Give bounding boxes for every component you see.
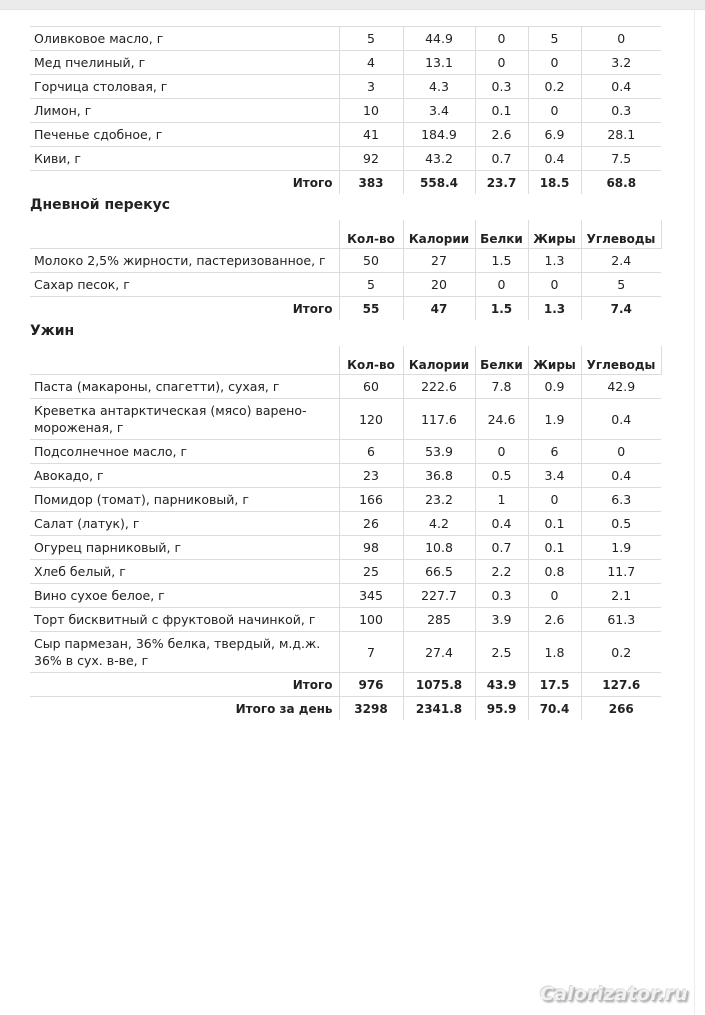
total-cal: 47: [403, 297, 475, 321]
value-prot: 1.5: [475, 249, 528, 273]
value-carb: 2.4: [581, 249, 661, 273]
food-row: [30, 488, 661, 512]
total-prot: 1.5: [475, 297, 528, 321]
value-qty: 41: [339, 123, 403, 147]
section-total-row: [30, 171, 661, 195]
section-title: Дневной перекус: [30, 197, 171, 213]
column-header: Жиры: [528, 346, 581, 375]
value-cal: 27: [403, 249, 475, 273]
section-total-row: [30, 673, 661, 697]
value-prot: 7.8: [475, 375, 528, 399]
value-fat: 1.9: [528, 399, 581, 440]
table-header-row: [30, 220, 661, 249]
total-label: Итого: [30, 297, 339, 321]
food-name: Мед пчелиный, г: [30, 51, 339, 75]
food-row: [30, 27, 661, 51]
value-carb: 42.9: [581, 375, 661, 399]
value-cal: 3.4: [403, 99, 475, 123]
total-qty: 3298: [339, 697, 403, 721]
diary-content: [30, 26, 661, 720]
value-carb: 61.3: [581, 608, 661, 632]
value-cal: 23.2: [403, 488, 475, 512]
value-fat: 0: [528, 273, 581, 297]
value-qty: 3: [339, 75, 403, 99]
total-label: Итого за день: [30, 697, 339, 721]
value-cal: 285: [403, 608, 475, 632]
header-blank-cell: [30, 220, 339, 249]
value-cal: 227.7: [403, 584, 475, 608]
value-qty: 5: [339, 273, 403, 297]
value-prot: 0.3: [475, 584, 528, 608]
value-fat: 0.8: [528, 560, 581, 584]
food-row: [30, 99, 661, 123]
value-cal: 4.3: [403, 75, 475, 99]
food-name: Молоко 2,5% жирности, пастеризованное, г: [30, 249, 339, 273]
value-prot: 2.5: [475, 632, 528, 673]
food-name: Сахар песок, г: [30, 273, 339, 297]
food-name: Оливковое масло, г: [30, 27, 339, 51]
value-fat: 0.1: [528, 512, 581, 536]
value-prot: 0.5: [475, 464, 528, 488]
food-name: Хлеб белый, г: [30, 560, 339, 584]
value-prot: 0.1: [475, 99, 528, 123]
food-name: Горчица столовая, г: [30, 75, 339, 99]
value-cal: 117.6: [403, 399, 475, 440]
food-row: [30, 536, 661, 560]
column-header: Белки: [475, 220, 528, 249]
value-prot: 0.7: [475, 536, 528, 560]
value-fat: 0: [528, 99, 581, 123]
value-cal: 222.6: [403, 375, 475, 399]
value-qty: 100: [339, 608, 403, 632]
total-fat: 18.5: [528, 171, 581, 195]
value-cal: 10.8: [403, 536, 475, 560]
total-cal: 558.4: [403, 171, 475, 195]
value-fat: 6.9: [528, 123, 581, 147]
value-qty: 60: [339, 375, 403, 399]
food-row: [30, 464, 661, 488]
food-name: Паста (макароны, спагетти), сухая, г: [30, 375, 339, 399]
value-prot: 0: [475, 273, 528, 297]
total-carb: 266: [581, 697, 661, 721]
value-prot: 0.7: [475, 147, 528, 171]
total-fat: 70.4: [528, 697, 581, 721]
value-qty: 7: [339, 632, 403, 673]
total-qty: 383: [339, 171, 403, 195]
food-row: [30, 440, 661, 464]
value-prot: 1: [475, 488, 528, 512]
value-carb: 28.1: [581, 123, 661, 147]
value-fat: 0.2: [528, 75, 581, 99]
value-cal: 44.9: [403, 27, 475, 51]
food-row: [30, 249, 661, 273]
value-qty: 4: [339, 51, 403, 75]
value-prot: 0: [475, 440, 528, 464]
column-header: Белки: [475, 346, 528, 375]
value-qty: 120: [339, 399, 403, 440]
nutrition-table: [30, 220, 662, 320]
value-cal: 36.8: [403, 464, 475, 488]
value-qty: 166: [339, 488, 403, 512]
value-carb: 6.3: [581, 488, 661, 512]
value-fat: 5: [528, 27, 581, 51]
value-qty: 25: [339, 560, 403, 584]
value-carb: 0: [581, 440, 661, 464]
value-carb: 5: [581, 273, 661, 297]
total-prot: 43.9: [475, 673, 528, 697]
total-label: Итого: [30, 171, 339, 195]
value-qty: 5: [339, 27, 403, 51]
food-row: [30, 512, 661, 536]
top-bar: [0, 0, 705, 10]
value-cal: 184.9: [403, 123, 475, 147]
total-cal: 1075.8: [403, 673, 475, 697]
food-row: [30, 51, 661, 75]
total-prot: 23.7: [475, 171, 528, 195]
food-row: [30, 75, 661, 99]
food-name: Киви, г: [30, 147, 339, 171]
column-header: Углеводы: [581, 220, 661, 249]
total-fat: 17.5: [528, 673, 581, 697]
value-carb: 0.4: [581, 399, 661, 440]
food-row: [30, 560, 661, 584]
nutrition-table: [30, 346, 662, 720]
value-cal: 43.2: [403, 147, 475, 171]
table-header-row: [30, 346, 661, 375]
watermark-logo: Calorizator.ru: [540, 983, 688, 1005]
column-header: Калории: [403, 346, 475, 375]
column-header: Углеводы: [581, 346, 661, 375]
total-qty: 55: [339, 297, 403, 321]
food-name: Лимон, г: [30, 99, 339, 123]
food-row: [30, 608, 661, 632]
header-blank-cell: [30, 346, 339, 375]
total-cal: 2341.8: [403, 697, 475, 721]
value-carb: 0.4: [581, 464, 661, 488]
value-carb: 7.5: [581, 147, 661, 171]
food-name: Подсолнечное масло, г: [30, 440, 339, 464]
value-carb: 2.1: [581, 584, 661, 608]
value-cal: 66.5: [403, 560, 475, 584]
food-row: [30, 123, 661, 147]
value-carb: 0.4: [581, 75, 661, 99]
food-row: [30, 584, 661, 608]
value-fat: 0: [528, 488, 581, 512]
food-name: Торт бисквитный с фруктовой начинкой, г: [30, 608, 339, 632]
total-fat: 1.3: [528, 297, 581, 321]
value-fat: 1.8: [528, 632, 581, 673]
value-cal: 20: [403, 273, 475, 297]
section-title: Ужин: [30, 323, 75, 339]
value-prot: 0: [475, 27, 528, 51]
total-prot: 95.9: [475, 697, 528, 721]
food-name: Помидор (томат), парниковый, г: [30, 488, 339, 512]
value-carb: 3.2: [581, 51, 661, 75]
value-qty: 345: [339, 584, 403, 608]
value-fat: 3.4: [528, 464, 581, 488]
value-qty: 92: [339, 147, 403, 171]
column-header: Кол-во: [339, 220, 403, 249]
value-fat: 1.3: [528, 249, 581, 273]
food-row: [30, 399, 661, 440]
value-fat: 6: [528, 440, 581, 464]
value-qty: 10: [339, 99, 403, 123]
total-label: Итого: [30, 673, 339, 697]
value-carb: 1.9: [581, 536, 661, 560]
food-name: Огурец парниковый, г: [30, 536, 339, 560]
value-fat: 0.9: [528, 375, 581, 399]
food-row: [30, 632, 661, 673]
value-qty: 26: [339, 512, 403, 536]
value-prot: 3.9: [475, 608, 528, 632]
value-fat: 2.6: [528, 608, 581, 632]
value-carb: 0: [581, 27, 661, 51]
value-prot: 0.4: [475, 512, 528, 536]
value-cal: 53.9: [403, 440, 475, 464]
food-row: [30, 375, 661, 399]
page-edge-divider: [694, 9, 695, 1015]
value-carb: 0.3: [581, 99, 661, 123]
column-header: Калории: [403, 220, 475, 249]
section-total-row: [30, 297, 661, 321]
value-prot: 2.6: [475, 123, 528, 147]
total-qty: 976: [339, 673, 403, 697]
nutrition-table: [30, 26, 661, 194]
value-qty: 23: [339, 464, 403, 488]
value-carb: 11.7: [581, 560, 661, 584]
value-cal: 4.2: [403, 512, 475, 536]
total-carb: 68.8: [581, 171, 661, 195]
value-qty: 6: [339, 440, 403, 464]
food-row: [30, 147, 661, 171]
food-name: Сыр пармезан, 36% белка, твердый, м.д.ж. 36% в сух. в-ве, г: [30, 632, 339, 673]
value-carb: 0.5: [581, 512, 661, 536]
column-header: Кол-во: [339, 346, 403, 375]
value-cal: 13.1: [403, 51, 475, 75]
value-fat: 0.1: [528, 536, 581, 560]
value-prot: 2.2: [475, 560, 528, 584]
value-fat: 0: [528, 51, 581, 75]
value-qty: 50: [339, 249, 403, 273]
day-total-row: [30, 697, 661, 721]
food-name: Креветка антарктическая (мясо) варено-мороженая, г: [30, 399, 339, 440]
total-carb: 7.4: [581, 297, 661, 321]
value-prot: 24.6: [475, 399, 528, 440]
value-fat: 0: [528, 584, 581, 608]
food-name: Салат (латук), г: [30, 512, 339, 536]
value-cal: 27.4: [403, 632, 475, 673]
total-carb: 127.6: [581, 673, 661, 697]
food-name: Вино сухое белое, г: [30, 584, 339, 608]
value-carb: 0.2: [581, 632, 661, 673]
column-header: Жиры: [528, 220, 581, 249]
food-name: Авокадо, г: [30, 464, 339, 488]
value-fat: 0.4: [528, 147, 581, 171]
value-prot: 0.3: [475, 75, 528, 99]
food-name: Печенье сдобное, г: [30, 123, 339, 147]
food-row: [30, 273, 661, 297]
value-qty: 98: [339, 536, 403, 560]
value-prot: 0: [475, 51, 528, 75]
